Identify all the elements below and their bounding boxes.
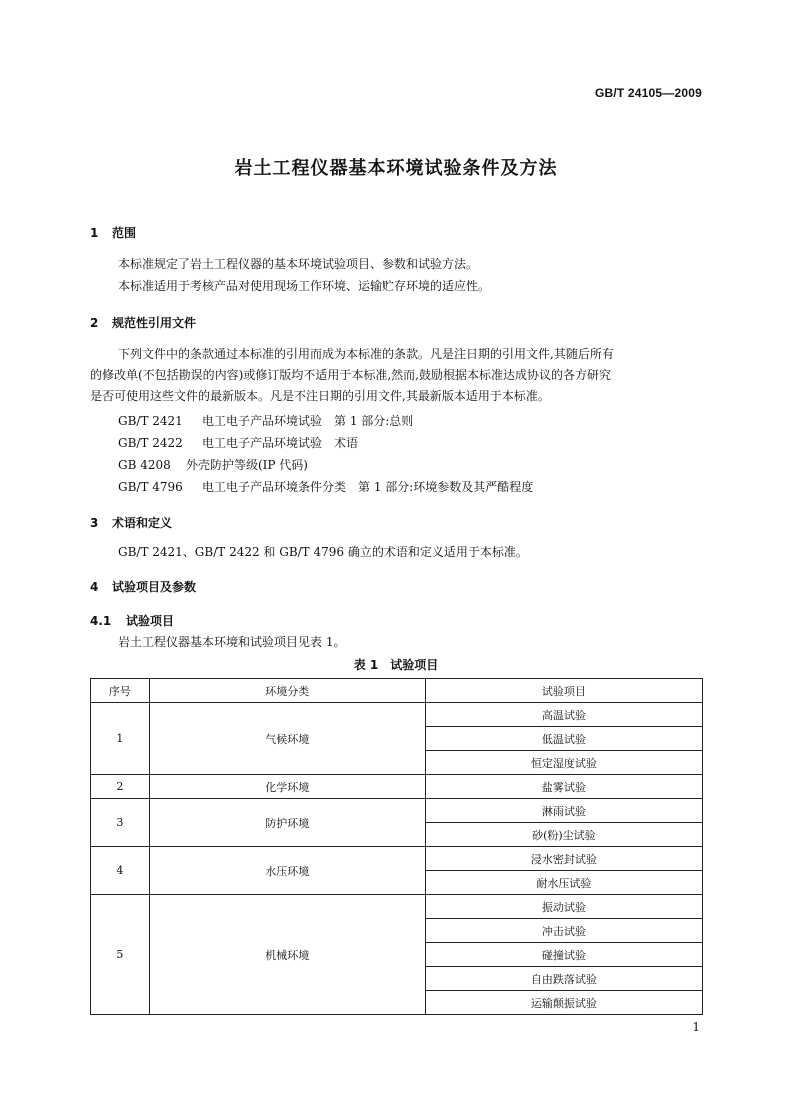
cell-test-item: 盐雾试验	[425, 775, 702, 799]
section-2-intro-line-3: 是否可使用这些文件的最新版本。凡是不注日期的引用文件,其最新版本适用于本标准。	[90, 389, 550, 403]
reference-code: GB/T 2422	[118, 436, 183, 450]
section-4-1-heading	[90, 612, 174, 629]
cell-category: 水压环境	[149, 847, 425, 895]
cell-test-item: 浸水密封试验	[425, 847, 702, 871]
section-number: 2	[90, 316, 99, 330]
cell-test-item: 冲击试验	[425, 919, 702, 943]
reference-title: 外壳防护等级(IP 代码)	[186, 458, 308, 472]
section-2-intro-line-2: 的修改单(不包括勘误的内容)或修订版均不适用于本标准,然而,鼓励根据本标准达成协议的各方研究	[90, 368, 611, 382]
page-number: 1	[692, 1020, 700, 1034]
reference-title: 电工电子产品环境试验 第 1 部分:总则	[202, 414, 414, 428]
cell-test-item: 低温试验	[425, 727, 702, 751]
section-title: 术语和定义	[112, 516, 173, 530]
section-2-intro-line-1: 下列文件中的条款通过本标准的引用而成为本标准的条款。凡是注日期的引用文件,其随后所有	[118, 347, 614, 361]
header-test-item: 试验项目	[425, 679, 702, 703]
cell-seq: 4	[91, 847, 150, 895]
reference-code: GB 4208	[118, 458, 171, 472]
cell-seq: 1	[91, 703, 150, 775]
reference-title: 电工电子产品环境试验 术语	[202, 436, 359, 450]
reference-title: 电工电子产品环境条件分类 第 1 部分:环境参数及其严酷程度	[202, 480, 534, 494]
table-caption	[0, 656, 792, 673]
table-row	[91, 847, 703, 871]
table-caption-label: 表 1	[353, 658, 379, 672]
section-number: 4	[90, 580, 99, 594]
cell-category: 化学环境	[149, 775, 425, 799]
table-row	[91, 703, 703, 727]
section-3-heading	[90, 514, 172, 531]
cell-test-item: 砂(粉)尘试验	[425, 823, 702, 847]
section-number: 3	[90, 516, 99, 530]
reference-code: GB/T 4796	[118, 480, 183, 494]
cell-test-item: 碰撞试验	[425, 943, 702, 967]
table-row	[91, 895, 703, 919]
section-1-para-1: 本标准规定了岩土工程仪器的基本环境试验项目、参数和试验方法。	[118, 257, 479, 271]
cell-test-item: 恒定湿度试验	[425, 751, 702, 775]
cell-seq: 2	[91, 775, 150, 799]
section-4-1-para: 岩土工程仪器基本环境和试验项目见表 1。	[118, 635, 346, 649]
section-title: 试验项目及参数	[112, 580, 197, 594]
section-3-para: GB/T 2421、GB/T 2422 和 GB/T 4796 确立的术语和定义适用于本标准。	[118, 545, 528, 559]
reference-item	[118, 478, 533, 495]
cell-test-item: 振动试验	[425, 895, 702, 919]
section-title: 规范性引用文件	[112, 316, 197, 330]
table-row	[91, 775, 703, 799]
cell-seq: 3	[91, 799, 150, 847]
cell-test-item: 运输颠振试验	[425, 991, 702, 1015]
standard-code: GB/T 24105—2009	[594, 86, 702, 100]
section-4-heading	[90, 578, 196, 595]
cell-test-item: 耐水压试验	[425, 871, 702, 895]
test-items-table	[90, 678, 703, 1015]
table-header-row	[91, 679, 703, 703]
table-caption-title: 试验项目	[390, 658, 439, 672]
section-number: 1	[90, 226, 99, 240]
section-title: 范围	[112, 226, 137, 240]
reference-item	[118, 434, 358, 451]
section-number: 4.1	[90, 614, 112, 628]
header-seq: 序号	[91, 679, 150, 703]
reference-item	[118, 412, 413, 429]
reference-item	[118, 456, 308, 473]
cell-test-item: 淋雨试验	[425, 799, 702, 823]
table-row	[91, 799, 703, 823]
header-category: 环境分类	[149, 679, 425, 703]
section-1-para-2: 本标准适用于考核产品对使用现场工作环境、运输贮存环境的适应性。	[118, 279, 491, 293]
cell-category: 机械环境	[149, 895, 425, 1015]
document-title: 岩土工程仪器基本环境试验条件及方法	[234, 158, 558, 179]
cell-category: 防护环境	[149, 799, 425, 847]
section-title: 试验项目	[126, 614, 175, 628]
section-2-heading	[90, 314, 196, 331]
reference-code: GB/T 2421	[118, 414, 183, 428]
cell-test-item: 高温试验	[425, 703, 702, 727]
cell-test-item: 自由跌落试验	[425, 967, 702, 991]
section-1-heading	[90, 224, 136, 241]
cell-seq: 5	[91, 895, 150, 1015]
cell-category: 气候环境	[149, 703, 425, 775]
